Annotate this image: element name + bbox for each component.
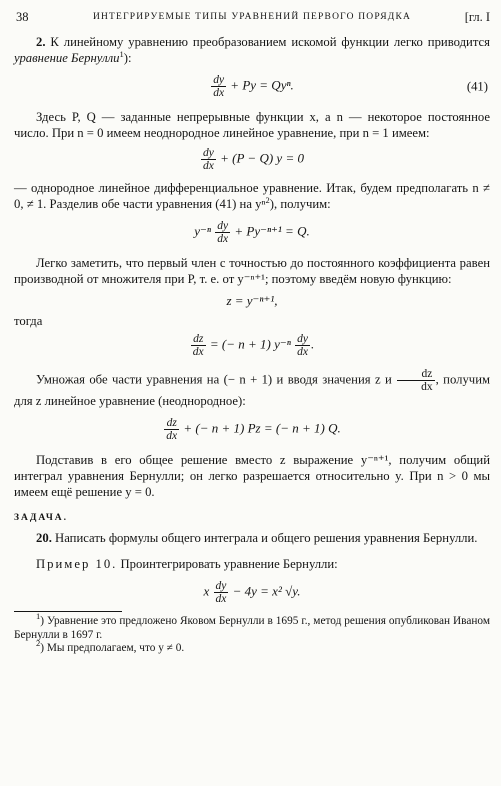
paragraph-multiply-text: Умножая обе части уравнения на (− n + 1) и вводя значения z и bbox=[36, 372, 392, 387]
equation-41-body: + Py = Qyⁿ. bbox=[230, 77, 294, 93]
paragraph-homogeneous bbox=[14, 180, 490, 212]
example-label: Пример 10. bbox=[36, 557, 118, 571]
equation-divided-factor: y⁻ⁿ bbox=[194, 223, 211, 239]
paragraph-substitution: Легко заметить, что первый член с точностью до постоянного коэффициента равен производной от множителя при P, т. е. от y⁻ⁿ⁺¹; поэтому введём новую функцию: bbox=[14, 256, 490, 286]
footnote-2-mark: 2 bbox=[36, 638, 41, 648]
equation-example-rest: − 4y = x² √y. bbox=[232, 583, 301, 599]
paragraph-homogeneous-text: — однородное линейное дифференциальное уравнение. Итак, будем предполагать n ≠ 0, ≠ 1. Разделив обе части уравнения (41) на yⁿ bbox=[14, 181, 490, 211]
word-then: тогда bbox=[14, 314, 43, 328]
equation-linear-body: + (− n + 1) Pz = (− n + 1) Q. bbox=[183, 420, 341, 436]
paragraph-multiply bbox=[14, 368, 490, 409]
fraction-dy-dx: $\frac{dy}{dx}$ bbox=[217, 220, 229, 245]
equation-substitution: z = y⁻ⁿ⁺¹, bbox=[226, 293, 278, 308]
footnote-2 bbox=[14, 638, 490, 656]
fraction-dy-dx: $\frac{dy}{dx}$ bbox=[215, 580, 227, 605]
book-page bbox=[14, 8, 490, 656]
footnote-2-text: ) Мы предполагаем, что y ≠ 0. bbox=[40, 642, 185, 654]
fraction-dz-dx: $\frac{dz}{dx}$ bbox=[397, 368, 435, 393]
equation-dz-dx bbox=[14, 333, 490, 358]
bernoulli-term: уравнение Бернулли bbox=[14, 51, 120, 65]
example-text: Проинтегрировать уравнение Бернулли: bbox=[120, 557, 338, 571]
task-heading: ЗАДАЧА. bbox=[14, 513, 69, 523]
task-number: 20. bbox=[36, 531, 52, 545]
task-text: Написать формулы общего интеграла и общего решения уравнения Бернулли. bbox=[55, 531, 478, 545]
equation-dz-mid: = (− n + 1) y⁻ⁿ bbox=[209, 336, 291, 352]
footnote-divider bbox=[14, 611, 122, 612]
footnote-1-mark: 1 bbox=[36, 611, 41, 621]
footnotes bbox=[14, 611, 490, 656]
footnote-1-text: ) Уравнение это предложено Яковом Бернулли в 1695 г., метод решения опубликован Иваном Бернулли в 1697 г. bbox=[14, 615, 490, 641]
fraction-dz-dx: $\frac{dz}{dx}$ bbox=[192, 333, 204, 358]
footnote-ref-1: 1 bbox=[119, 49, 124, 59]
section-lead: К линейному уравнению преобразованием искомой функции легко приводится bbox=[50, 35, 490, 49]
equation-example-x: x bbox=[203, 583, 210, 599]
footnote-ref-2: 2 bbox=[265, 195, 270, 205]
equation-linear-z bbox=[14, 417, 490, 442]
paragraph-homogeneous-end: ), получим: bbox=[269, 197, 331, 211]
paragraph-constants: Здесь P, Q — заданные непрерывные функции x, а n — некоторое постоянное число. При n = 0 имеем неоднородное линейное уравнение, при n = 1 имеем: bbox=[14, 110, 490, 140]
equation-homogeneous bbox=[14, 147, 490, 172]
section-2-intro bbox=[14, 34, 490, 66]
equation-41 bbox=[14, 74, 490, 99]
running-header bbox=[14, 8, 490, 30]
example-10 bbox=[14, 556, 490, 572]
equation-divided bbox=[14, 220, 490, 245]
equation-divided-rest: + Py⁻ⁿ⁺¹ = Q. bbox=[234, 223, 310, 239]
fraction-dy-dx: $\frac{dy}{dx}$ bbox=[213, 74, 225, 99]
equation-number: (41) bbox=[466, 79, 488, 93]
footnote-1 bbox=[14, 611, 490, 642]
task-20 bbox=[14, 530, 490, 546]
paragraph-general-solution: Подставив в его общее решение вместо z выражение y⁻ⁿ⁺¹, получим общий интеграл уравнения Бернулли; он легко разрешается относительно y. При n > 0 мы имеем ещё решение y = 0. bbox=[14, 453, 490, 499]
page-number: 38 bbox=[16, 10, 29, 24]
section-lead-end: ): bbox=[123, 51, 132, 65]
section-number: 2. bbox=[36, 35, 46, 49]
paragraph-multiply-end: , получим для z линейное уравнение (неоднородное): bbox=[14, 372, 491, 408]
running-title: ИНТЕГРИРУЕМЫЕ ТИПЫ УРАВНЕНИЙ ПЕРВОГО ПОРЯДКА bbox=[92, 12, 412, 22]
fraction-dz-dx: $\frac{dz}{dx}$ bbox=[166, 417, 178, 442]
equation-example bbox=[14, 580, 490, 605]
fraction-dy-dx: $\frac{dy}{dx}$ bbox=[203, 147, 214, 172]
equation-dz-end: . bbox=[310, 336, 315, 352]
chapter-marker: [гл. I bbox=[464, 10, 490, 24]
equation-homogeneous-body: + (P − Q) y = 0 bbox=[220, 150, 304, 166]
fraction-dy-dx: $\frac{dy}{dx}$ bbox=[297, 333, 308, 358]
